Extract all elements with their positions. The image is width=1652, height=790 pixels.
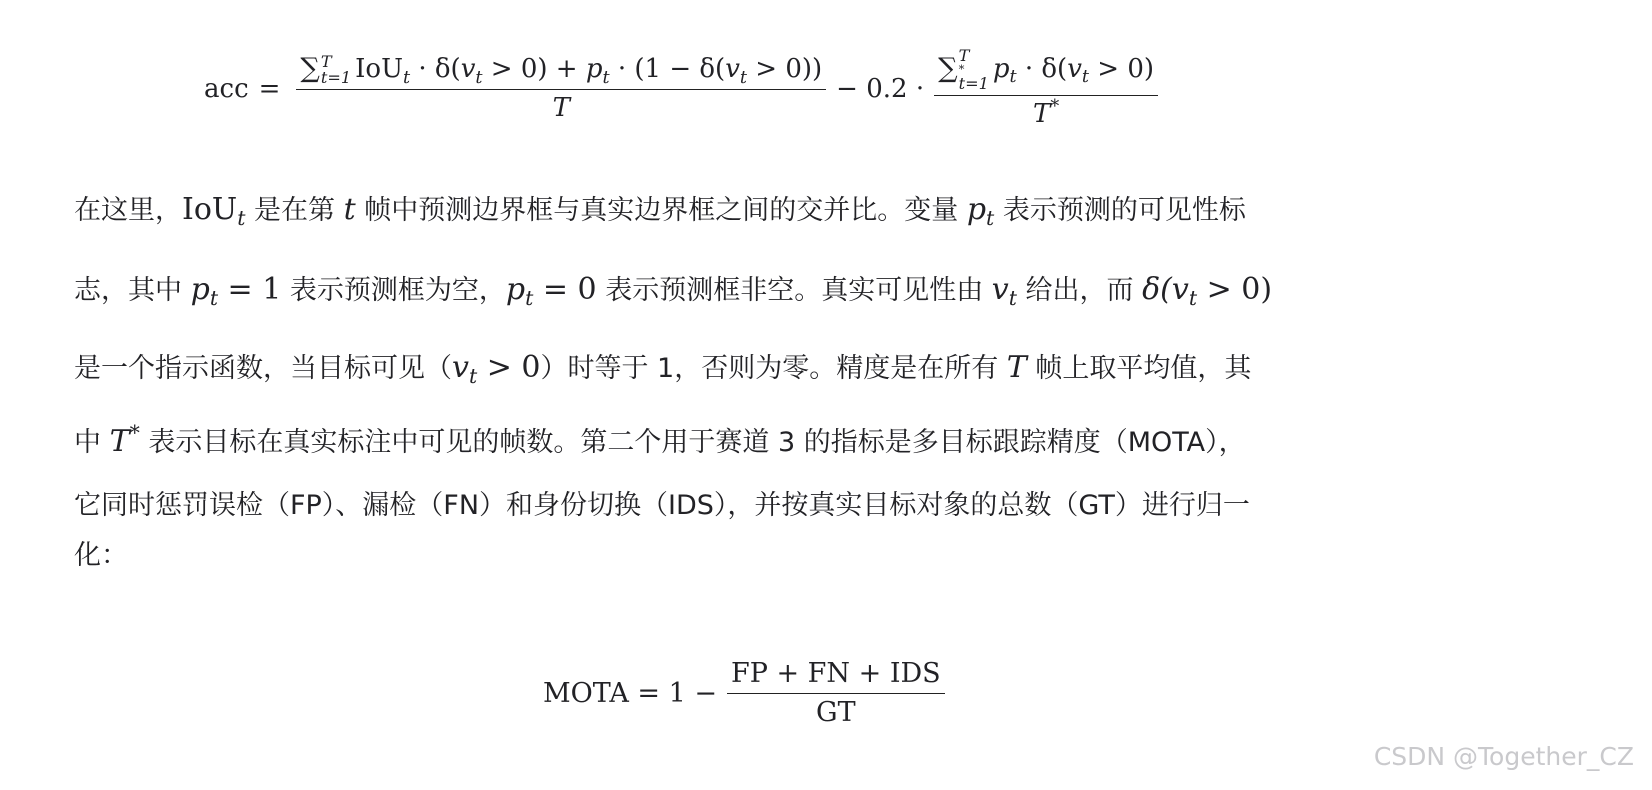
eq1-equals: =: [258, 74, 281, 104]
vt-gt-0-inline: $v_t > 0$: [452, 350, 541, 389]
delta-inline: $\delta(v_t > 0)$: [1142, 272, 1273, 311]
eq1-numerator-2: [934, 45, 1158, 96]
pt-eq-0-inline: $p_t = 0$: [505, 272, 597, 311]
paragraph-line-5: 它同时惩罚误检（FP）、漏检（FN）和身份切换（IDS），并按真实目标对象的总数（GT）进行归一: [74, 490, 1250, 521]
eq1-fraction-1: [296, 53, 826, 124]
T-star-inline: T*: [109, 420, 140, 459]
mota-numerator: FP + FN + IDS: [727, 658, 945, 694]
v-var: v: [460, 54, 476, 85]
mota-denominator: GT: [816, 697, 856, 729]
sum-limits-1: [321, 54, 351, 86]
paragraph-line-4: 中 T* 表示目标在真实标注中可见的帧数。第二个用于赛道 3 的指标是多目标跟踪精度（MOTA），: [74, 420, 1246, 459]
pt-inline: $p_t$: [966, 192, 995, 231]
sum-symbol: ∑: [300, 53, 320, 85]
eq1-numerator-1: [296, 53, 826, 90]
watermark: CSDN @Together_CZ: [1373, 742, 1634, 771]
p-var-2: p: [992, 53, 1010, 84]
p-subscript: t: [602, 67, 610, 88]
vt-inline: $v_t$: [991, 272, 1017, 311]
paragraph-line-2: 志，其中 $p_t = 1$ 表示预测框为空，$p_t = 0$ 表示预测框非空。真实可见性由 $v_t$ 给出，而 $\delta(v_t > 0)$: [74, 272, 1273, 311]
paragraph-line-1: 在这里，IoU$_t$ 是在第 t 帧中预测边界框与真实边界框之间的交并比。变量 $p_t$ 表示预测的可见性标: [74, 192, 1246, 231]
mota-fraction: [727, 658, 945, 730]
paragraph-line-3: 是一个指示函数，当目标可见$(v_t > 0)$时等于 1，否则为零。精度是在所有 T 帧上取平均值，其: [74, 350, 1252, 389]
eq1-denominator-2: T*: [1032, 97, 1060, 129]
complement-close: > 0)): [747, 54, 823, 85]
p-var: p: [585, 54, 603, 85]
sum-symbol-2: ∑: [938, 52, 958, 84]
delta-open: · δ(: [418, 54, 461, 85]
T-inline: T: [1006, 350, 1027, 385]
sum-lower-1: t=1: [320, 68, 352, 88]
sum-lower-2: t=1: [958, 73, 989, 93]
paragraph-line-6: 化：: [74, 540, 128, 571]
v-var-3: v: [1067, 53, 1082, 84]
accuracy-equation: [204, 44, 1164, 134]
delta-close-plus: > 0) +: [482, 54, 586, 85]
t-inline: t: [343, 192, 356, 227]
iou-subscript: t: [403, 67, 411, 88]
v-var-2: v: [725, 54, 740, 85]
delta-open-2: · δ(: [1016, 53, 1068, 84]
eq1-lhs: acc: [204, 74, 249, 104]
complement-term: · (1 − δ(: [609, 54, 726, 85]
iou-term: IoU: [355, 54, 403, 85]
v-subscript-3: t: [1081, 67, 1090, 88]
sum-upper-2: T *: [958, 45, 970, 77]
sum-limits-2: [958, 45, 989, 93]
v-subscript-2: t: [739, 67, 748, 88]
delta-close-2: > 0): [1089, 53, 1155, 84]
eq1-minus-coefficient: − 0.2 ·: [836, 74, 925, 104]
p-subscript-2: t: [1009, 67, 1017, 88]
eq1-fraction-2: [934, 45, 1158, 130]
sum-upper-1: T: [320, 52, 332, 72]
v-subscript: t: [475, 67, 483, 88]
iou-inline: IoU$_t$: [182, 192, 246, 231]
mota-lhs: MOTA = 1 −: [543, 678, 717, 710]
mota-equation: [543, 658, 951, 730]
eq1-denominator-1: T: [552, 93, 570, 124]
pt-eq-1-inline: $p_t = 1$: [190, 272, 282, 311]
